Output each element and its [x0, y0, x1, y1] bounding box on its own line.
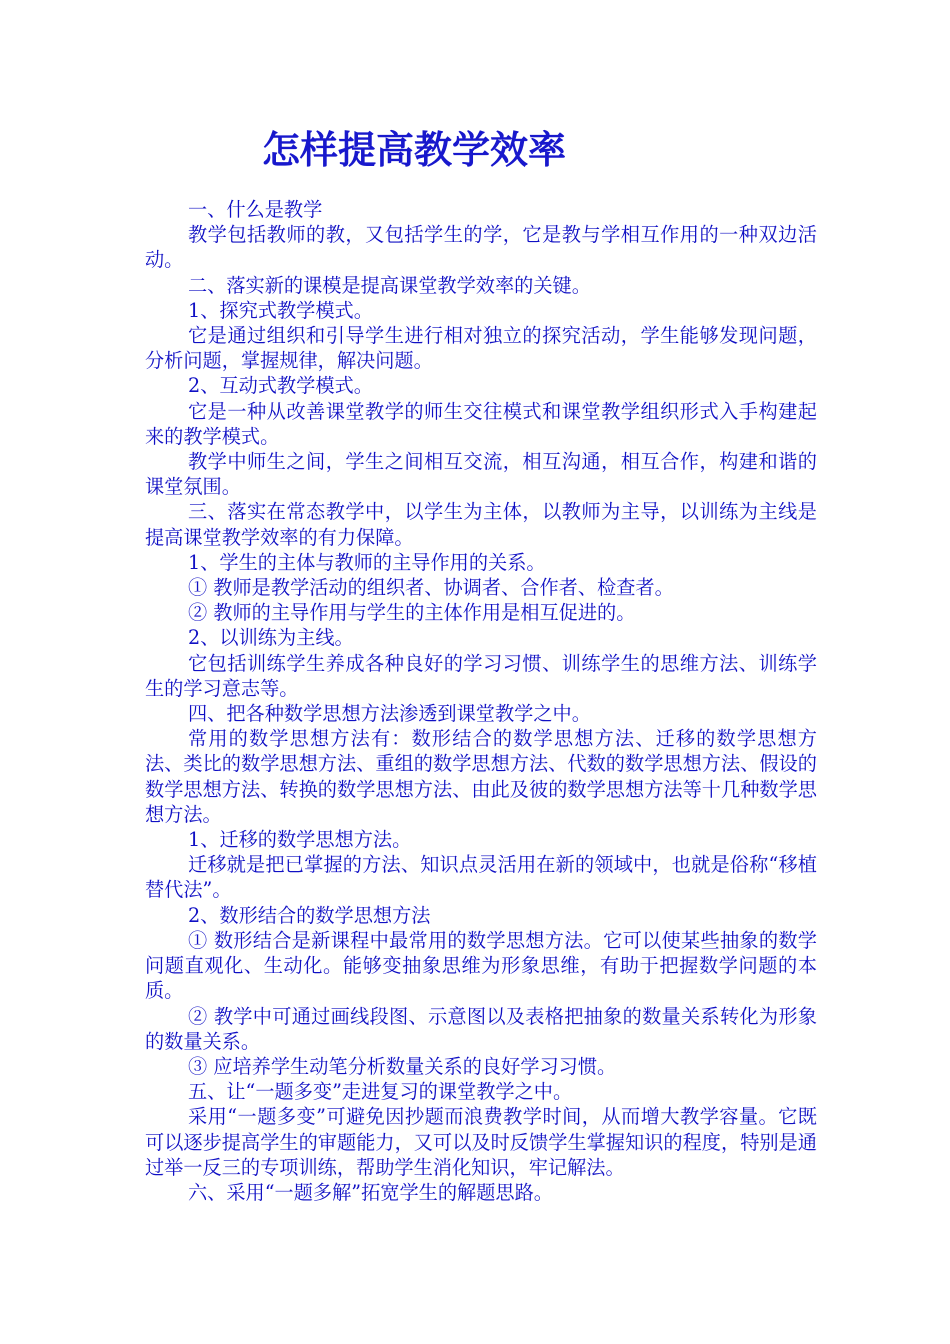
paragraph: 2、互动式教学模式。	[188, 374, 373, 398]
paragraph: ③ 应培养学生动笔分析数量关系的良好学习习惯。	[188, 1054, 617, 1078]
document-title: 怎样提高教学效率	[262, 127, 567, 172]
paragraph: 教学包括教师的教，又包括学生的学，它是教与学相互作用的一种双边活动。	[145, 223, 817, 272]
paragraph: ② 教学中可通过画线段图、示意图以及表格把抽象的数量关系转化为形象的数量关系。	[145, 1004, 817, 1053]
paragraph: 五、让“一题多变”走进复习的课堂教学之中。	[188, 1080, 573, 1104]
paragraph: 二、落实新的课模是提高课堂教学效率的关键。	[188, 273, 591, 297]
paragraph: 四、把各种数学思想方法渗透到课堂教学之中。	[188, 702, 591, 726]
paragraph: 教学中师生之间，学生之间相互交流，相互沟通，相互合作，构建和谐的课堂氛围。	[145, 450, 817, 499]
paragraph: 采用“一题多变”可避免因抄题而浪费教学时间，从而增大教学容量。它既可以逐步提高学生的审题能力，又可以及时反馈学生掌握知识的程度，特别是通过举一反三的专项训练，帮助学生消化知识，牢记解法。	[145, 1105, 817, 1179]
paragraph: 它包括训练学生养成各种良好的学习习惯、训练学生的思维方法、训练学生的学习意志等。	[145, 651, 817, 700]
paragraph: ② 教师的主导作用与学生的主体作用是相互促进的。	[188, 601, 636, 625]
paragraph: ① 数形结合是新课程中最常用的数学思想方法。它可以使某些抽象的数学问题直观化、生动化。能够变抽象思维为形象思维，有助于把握数学问题的本质。	[145, 928, 817, 1003]
paragraph: 常用的数学思想方法有：数形结合的数学思想方法、迁移的数学思想方法、类比的数学思想方法、重组的数学思想方法、代数的数学思想方法、假设的数学思想方法、转换的数学思想方法、由此及彼的数学思想方法等十几种数学思想方法。	[145, 727, 817, 826]
paragraph: 它是通过组织和引导学生进行相对独立的探究活动，学生能够发现问题，分析问题，掌握规律，解决问题。	[145, 324, 817, 373]
document-body	[145, 197, 817, 1205]
paragraph: 1、迁移的数学思想方法。	[188, 828, 412, 852]
paragraph: 1、探究式教学模式。	[188, 298, 373, 322]
paragraph: 迁移就是把已掌握的方法、知识点灵活用在新的领域中，也就是俗称“移植替代法”。	[145, 853, 817, 902]
paragraph: ① 教师是教学活动的组织者、协调者、合作者、检查者。	[188, 576, 674, 600]
paragraph: 2、以训练为主线。	[188, 626, 354, 650]
paragraph: 六、采用“一题多解”拓宽学生的解题思路。	[188, 1180, 553, 1204]
paragraph: 2、数形结合的数学思想方法	[188, 903, 431, 927]
paragraph: 三、落实在常态教学中，以学生为主体，以教师为主导，以训练为主线是提高课堂教学效率的有力保障。	[145, 500, 817, 549]
paragraph: 一、什么是教学	[188, 198, 323, 221]
paragraph: 它是一种从改善课堂教学的师生交往模式和课堂教学组织形式入手构建起来的教学模式。	[145, 399, 817, 448]
paragraph: 1、学生的主体与教师的主导作用的关系。	[188, 550, 546, 574]
